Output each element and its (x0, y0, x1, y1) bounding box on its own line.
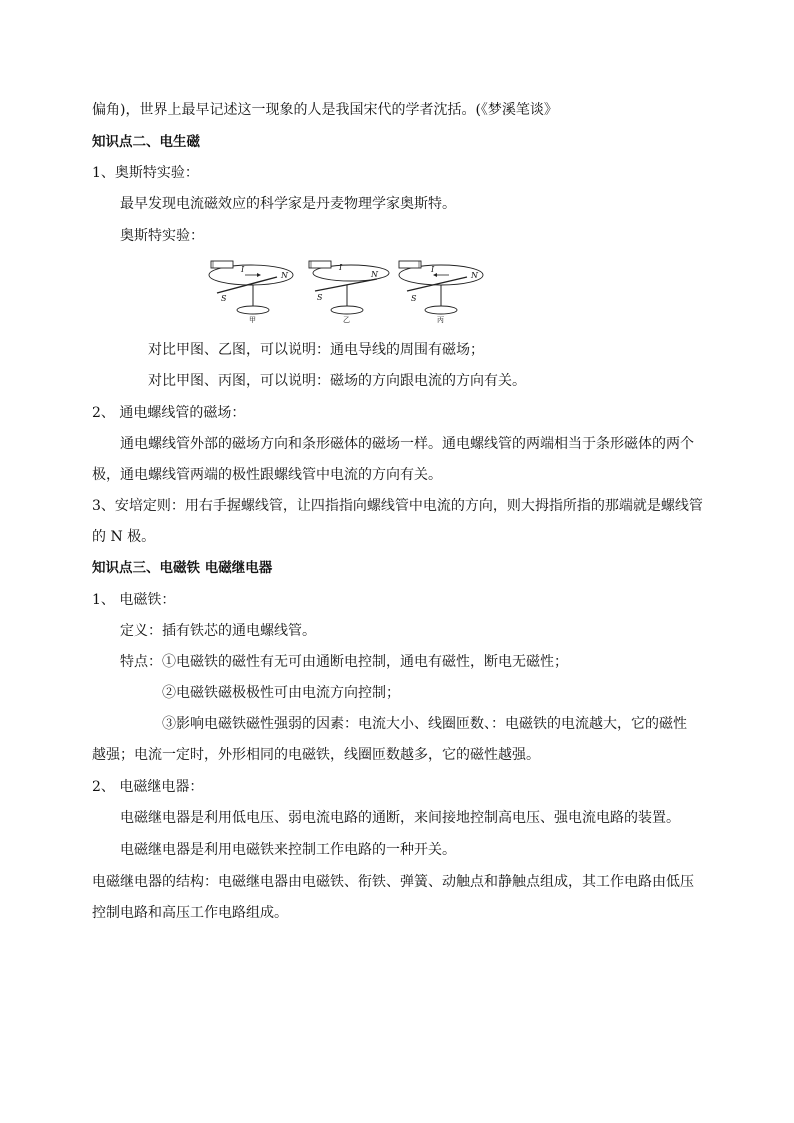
fig-label: S (221, 294, 227, 303)
fig-caption: 甲 (249, 316, 256, 324)
definition-line: 定义：插有铁芯的通电螺线管。 (120, 623, 316, 639)
feature-line-1: 特点：①电磁铁的磁性有无可由通断电控制，通电有磁性，断电无磁性； (120, 654, 568, 670)
item2-title: 2、 通电螺线管的磁场： (92, 405, 246, 421)
item3-line-2: 的 N 极。 (92, 529, 156, 545)
relay-title: 2、 电磁继电器： (92, 779, 204, 795)
structure-line-2: 控制电路和高压工作电路组成。 (92, 905, 288, 921)
intro-line: 偏角)，世界上最早记述这一现象的人是我国宋代的学者沈括。(《梦溪笔谈》 (92, 102, 558, 118)
panel-bing (399, 261, 483, 324)
compare-line-1: 对比甲图、乙图，可以说明：通电导线的周围有磁场； (148, 342, 484, 358)
item1-sub: 奥斯特实验： (120, 228, 204, 244)
section2-title: 知识点二、电生磁 (92, 134, 200, 150)
battery (309, 261, 331, 268)
fig-label: I (339, 263, 343, 272)
compare-line-2: 对比甲图、丙图，可以说明：磁场的方向跟电流的方向有关。 (148, 373, 526, 389)
structure-line-1: 电磁继电器的结构：电磁继电器由电磁铁、衔铁、弹簧、动触点和静触点组成，其工作电路由低压 (92, 874, 694, 890)
fig-label: S (317, 293, 323, 302)
fig-caption: 丙 (437, 316, 444, 324)
battery (211, 261, 233, 268)
fig-label: N (281, 271, 288, 280)
relay-line-2: 电磁继电器是利用电磁铁来控制工作电路的一种开关。 (120, 842, 456, 858)
compass-base (331, 306, 363, 314)
fig-label: I (241, 265, 245, 274)
item2-line-2: 极，通电螺线管两端的极性跟螺线管中电流的方向有关。 (92, 467, 442, 483)
fig-label: I (431, 265, 435, 274)
electromagnet-title: 1、 电磁铁： (92, 592, 176, 608)
compass-base (237, 306, 269, 314)
fig-label: N (471, 271, 478, 280)
oersted-figure-svg (205, 255, 495, 330)
compass-base (425, 306, 457, 314)
panel-jia (209, 261, 293, 324)
feature-line-2: ②电磁铁磁极极性可由电流方向控制； (162, 685, 400, 701)
item1-title: 1、奥斯特实验： (92, 165, 199, 181)
feature-line-3b: 越强；电流一定时，外形相同的电磁铁，线圈匝数越多，它的磁性越强。 (92, 747, 540, 763)
oersted-experiment-figure (205, 255, 495, 330)
fig-caption: 乙 (343, 316, 350, 324)
relay-line-1: 电磁继电器是利用低电压、弱电流电路的通断，来间接地控制高电压、强电流电路的装置。 (120, 810, 680, 826)
feature-line-3a: ③影响电磁铁磁性强弱的因素：电流大小、线圈匝数、：电磁铁的电流越大，它的磁性 (162, 716, 687, 732)
item3-line-1: 3、安培定则：用右手握螺线管，让四指指向螺线管中电流的方向，则大拇指所指的那端就是螺线管 (92, 498, 703, 514)
fig-label: S (411, 294, 417, 303)
item1-text: 最早发现电流磁效应的科学家是丹麦物理学家奥斯特。 (120, 196, 456, 212)
item2-line-1: 通电螺线管外部的磁场方向和条形磁体的磁场一样。通电螺线管的两端相当于条形磁体的两个 (120, 436, 694, 452)
panel-yi (309, 261, 389, 324)
compass-needle (217, 277, 277, 293)
fig-label: N (371, 270, 378, 279)
battery (399, 261, 421, 268)
section3-title: 知识点三、电磁铁 电磁继电器 (92, 560, 273, 576)
